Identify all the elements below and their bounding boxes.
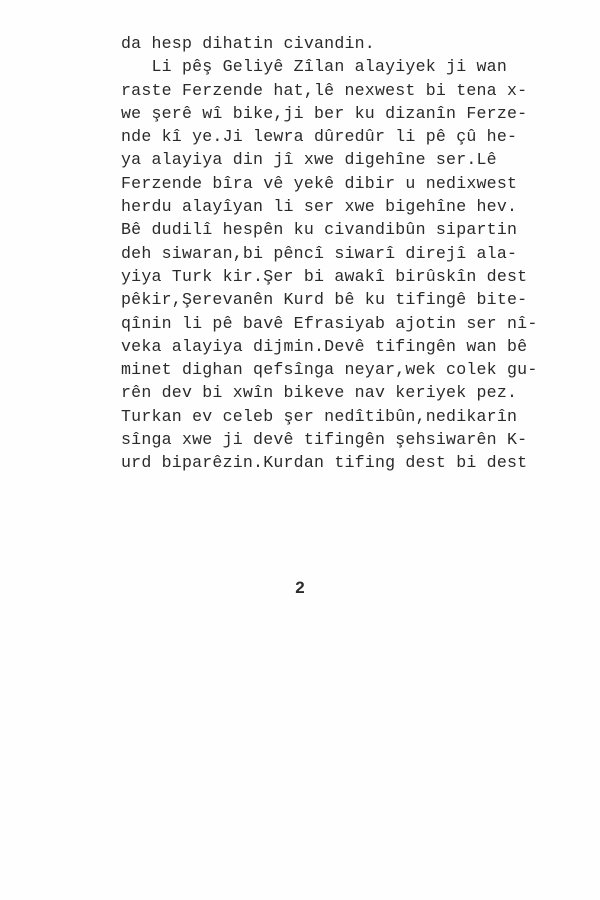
text-line: ya alayiya din jî xwe digehîne ser.Lê	[121, 150, 497, 170]
text-line: nde kî ye.Ji lewra dûredûr li pê çû he-	[121, 127, 518, 147]
text-line: qînin li pê bavê Efrasiyab ajotin ser nî-	[121, 313, 538, 333]
text-line: deh siwaran,bi pêncî siwarî direjî ala-	[121, 243, 518, 263]
text-line: Bê dudilî hespên ku civandibûn sipartin	[121, 220, 518, 240]
text-line: Ferzende bîra vê yekê dibir u nedixwest	[121, 173, 518, 193]
text-line: da hesp dihatin civandin.	[121, 34, 375, 53]
text-line: we şerê wî bike,ji ber ku dizanîn Ferze-	[121, 103, 528, 123]
text-line: raste Ferzende hat,lê nexwest bi tena x-	[121, 80, 528, 100]
text-line: Turkan ev celeb şer nedîtibûn,nedikarîn	[121, 406, 518, 426]
body-text	[121, 32, 538, 475]
text-line: minet dighan qefsînga neyar,wek colek gu-	[121, 360, 538, 380]
text-line: herdu alayîyan li ser xwe bigehîne hev.	[121, 197, 518, 217]
page-number: 2	[295, 578, 305, 597]
text-line: sînga xwe ji devê tifingên şehsiwarên K-	[121, 430, 528, 450]
text-line: veka alayiya dijmin.Devê tifingên wan bê	[121, 336, 528, 356]
text-line: pêkir,Şerevanên Kurd bê ku tifingê bite-	[121, 290, 528, 310]
text-line: Li pêş Geliyê Zîlan alayiyek ji wan	[121, 57, 507, 77]
text-line: yiya Turk kir.Şer bi awakî birûskîn dest	[121, 266, 528, 286]
text-line: rên dev bi xwîn bikeve nav keriyek pez.	[121, 383, 518, 403]
text-line: urd biparêzin.Kurdan tifing dest bi dest	[121, 453, 528, 473]
